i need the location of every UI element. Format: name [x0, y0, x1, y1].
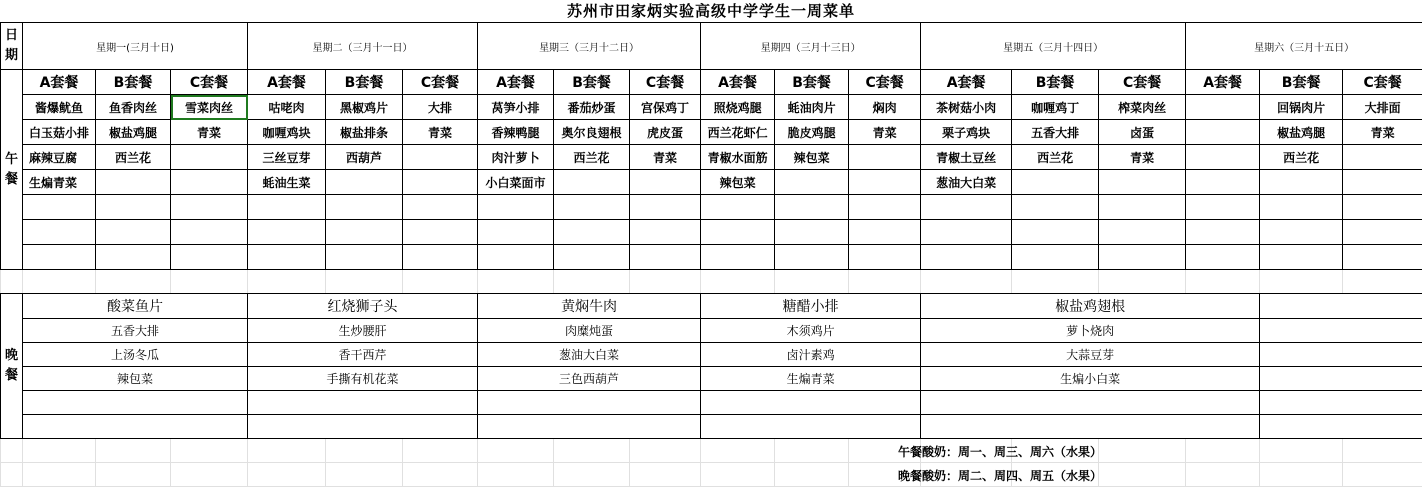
dinner-dish-cell[interactable]: 手撕有机花菜: [248, 367, 478, 391]
lunch-dish-cell[interactable]: 青菜: [849, 120, 921, 145]
empty-cell[interactable]: [248, 195, 326, 220]
package-header: C套餐: [1099, 70, 1186, 95]
empty-cell[interactable]: [403, 195, 478, 220]
table-row: [1, 367, 1422, 391]
empty-cell[interactable]: [23, 245, 96, 270]
gap-cell[interactable]: [96, 270, 171, 294]
lunch-dish-cell[interactable]: 椒盐鸡腿: [96, 120, 171, 145]
empty-cell[interactable]: [775, 195, 849, 220]
gap-cell[interactable]: [478, 270, 554, 294]
lunch-dish-cell[interactable]: 焖肉: [849, 95, 921, 120]
empty-cell[interactable]: [478, 220, 554, 245]
dinner-dish-cell[interactable]: 卤汁素鸡: [701, 343, 921, 367]
dinner-label-char-1: 晚: [4, 348, 18, 363]
lunch-dish-cell[interactable]: 榨菜肉丝: [1099, 95, 1186, 120]
gap-cell[interactable]: [849, 270, 921, 294]
empty-cell[interactable]: [701, 220, 775, 245]
lunch-dish-cell[interactable]: 西兰花虾仁: [701, 120, 775, 145]
empty-cell[interactable]: [1343, 439, 1422, 463]
lunch-dish-cell[interactable]: [1186, 120, 1260, 145]
day-header: 星期五（三月十四日）: [921, 23, 1186, 70]
lunch-dish-cell[interactable]: [171, 170, 248, 195]
package-header: A套餐: [921, 70, 1012, 95]
day-header: 星期一(三月十日): [23, 23, 248, 70]
dinner-dish-cell[interactable]: 黄焖牛肉: [478, 294, 701, 319]
empty-cell[interactable]: [248, 463, 326, 487]
empty-cell[interactable]: [171, 463, 248, 487]
empty-cell[interactable]: [630, 439, 701, 463]
empty-cell[interactable]: [326, 245, 403, 270]
empty-cell[interactable]: [921, 195, 1012, 220]
lunch-dish-cell[interactable]: 青菜: [1343, 120, 1422, 145]
empty-cell[interactable]: [1260, 391, 1422, 415]
lunch-dish-cell[interactable]: 咖喱鸡丁: [1012, 95, 1099, 120]
package-header: B套餐: [1260, 70, 1343, 95]
empty-cell[interactable]: [96, 220, 171, 245]
lunch-dish-cell[interactable]: [1343, 145, 1422, 170]
empty-cell[interactable]: [630, 220, 701, 245]
gap-cell[interactable]: [554, 270, 630, 294]
table-row: [1, 220, 1422, 245]
empty-cell[interactable]: [1186, 195, 1260, 220]
dinner-dish-cell[interactable]: 辣包菜: [23, 367, 248, 391]
empty-cell[interactable]: [701, 245, 775, 270]
empty-cell[interactable]: [96, 463, 171, 487]
empty-cell[interactable]: [554, 245, 630, 270]
table-row: [1, 294, 1422, 319]
empty-cell[interactable]: [1186, 220, 1260, 245]
package-header: B套餐: [326, 70, 403, 95]
lunch-dish-cell[interactable]: 黑椒鸡片: [326, 95, 403, 120]
empty-cell[interactable]: [1260, 439, 1343, 463]
dinner-dish-cell[interactable]: [1260, 294, 1422, 319]
empty-cell[interactable]: [478, 391, 701, 415]
package-header: C套餐: [630, 70, 701, 95]
lunch-label-char-1: 午: [4, 151, 18, 167]
empty-cell[interactable]: [554, 439, 630, 463]
lunch-dish-cell[interactable]: 西兰花: [1012, 145, 1099, 170]
empty-cell[interactable]: [1099, 195, 1186, 220]
dinner-label-char-2: 餐: [4, 368, 18, 383]
empty-cell[interactable]: [478, 439, 554, 463]
empty-cell[interactable]: [23, 195, 96, 220]
empty-cell[interactable]: [701, 415, 921, 439]
gap-cell[interactable]: [630, 270, 701, 294]
empty-cell[interactable]: [171, 245, 248, 270]
lunch-dish-cell[interactable]: [96, 170, 171, 195]
lunch-dish-cell[interactable]: 白玉菇小排: [23, 120, 96, 145]
dinner-dish-cell[interactable]: [1260, 367, 1422, 391]
empty-cell[interactable]: [403, 463, 478, 487]
empty-cell[interactable]: [1012, 245, 1099, 270]
empty-cell[interactable]: [248, 245, 326, 270]
dinner-yogurt-note: 晚餐酸奶：周二、周四、周五（水果）: [898, 469, 1103, 483]
empty-cell[interactable]: [171, 439, 248, 463]
lunch-dish-cell[interactable]: 青菜: [403, 120, 478, 145]
table-row: [1, 415, 1422, 439]
empty-cell[interactable]: [1099, 439, 1186, 463]
gap-cell[interactable]: [248, 270, 326, 294]
lunch-dish-cell[interactable]: [1186, 95, 1260, 120]
empty-cell[interactable]: [403, 245, 478, 270]
gap-cell[interactable]: [1260, 270, 1343, 294]
gap-cell[interactable]: [326, 270, 403, 294]
dinner-dish-cell[interactable]: 红烧狮子头: [248, 294, 478, 319]
lunch-dish-cell[interactable]: 椒盐鸡腿: [1260, 120, 1343, 145]
empty-cell[interactable]: [478, 463, 554, 487]
lunch-dish-cell[interactable]: 西兰花: [554, 145, 630, 170]
lunch-dish-cell[interactable]: 椒盐排条: [326, 120, 403, 145]
package-header: C套餐: [1343, 70, 1422, 95]
table-row: [1, 245, 1422, 270]
gap-cell[interactable]: [1099, 270, 1186, 294]
dinner-dish-cell[interactable]: [1260, 319, 1422, 343]
empty-cell[interactable]: [630, 463, 701, 487]
lunch-dish-cell[interactable]: 照烧鸡腿: [701, 95, 775, 120]
empty-cell[interactable]: [775, 245, 849, 270]
lunch-dish-cell[interactable]: 栗子鸡块: [921, 120, 1012, 145]
lunch-dish-cell[interactable]: 生煸青菜: [23, 170, 96, 195]
table-row: [1, 70, 1422, 95]
lunch-dish-cell[interactable]: 雪菜肉丝: [171, 95, 248, 120]
table-row: [1, 170, 1422, 195]
empty-cell[interactable]: [326, 439, 403, 463]
empty-cell[interactable]: [554, 195, 630, 220]
lunch-dish-cell[interactable]: 五香大排: [1012, 120, 1099, 145]
package-header: C套餐: [849, 70, 921, 95]
dinner-dish-cell[interactable]: 椒盐鸡翅根: [921, 294, 1260, 319]
lunch-label-char-2: 餐: [4, 171, 18, 187]
dinner-dish-cell[interactable]: 生炒腰肝: [248, 319, 478, 343]
package-header: B套餐: [554, 70, 630, 95]
table-row: [1, 195, 1422, 220]
package-header: A套餐: [701, 70, 775, 95]
empty-cell[interactable]: [248, 415, 478, 439]
package-header: B套餐: [96, 70, 171, 95]
lunch-dish-cell[interactable]: 茶树菇小肉: [921, 95, 1012, 120]
dinner-dish-cell[interactable]: 三色西葫芦: [478, 367, 701, 391]
empty-cell[interactable]: [1343, 220, 1422, 245]
empty-cell[interactable]: [96, 195, 171, 220]
lunch-dish-cell[interactable]: 大排面: [1343, 95, 1422, 120]
empty-cell[interactable]: [248, 439, 326, 463]
lunch-dish-cell[interactable]: 回锅肉片: [1260, 95, 1343, 120]
dinner-dish-cell[interactable]: 酸菜鱼片: [23, 294, 248, 319]
lunch-dish-cell[interactable]: 青菜: [630, 145, 701, 170]
lunch-dish-cell[interactable]: 辣包菜: [701, 170, 775, 195]
table-row: [1, 270, 1422, 294]
empty-cell[interactable]: [554, 463, 630, 487]
lunch-dish-cell[interactable]: 蚝油肉片: [775, 95, 849, 120]
lunch-dish-cell[interactable]: 宫保鸡丁: [630, 95, 701, 120]
gap-cell[interactable]: [1, 270, 23, 294]
lunch-dish-cell[interactable]: 西兰花: [1260, 145, 1343, 170]
dinner-dish-cell[interactable]: 上汤冬瓜: [23, 343, 248, 367]
package-header: B套餐: [775, 70, 849, 95]
empty-cell[interactable]: [849, 195, 921, 220]
empty-cell[interactable]: [23, 391, 248, 415]
lunch-dish-cell[interactable]: 青椒水面筋: [701, 145, 775, 170]
table-row: [1, 145, 1422, 170]
empty-cell[interactable]: [23, 463, 96, 487]
dinner-dish-cell[interactable]: 木须鸡片: [701, 319, 921, 343]
date-label-char-1: 日: [4, 28, 18, 43]
lunch-dish-cell[interactable]: [1343, 170, 1422, 195]
lunch-dish-cell[interactable]: [171, 145, 248, 170]
lunch-dish-cell[interactable]: 蚝油生菜: [248, 170, 326, 195]
gap-cell[interactable]: [1186, 270, 1260, 294]
empty-cell[interactable]: [630, 195, 701, 220]
empty-cell[interactable]: [23, 220, 96, 245]
page-title: 苏州市田家炳实验高级中学学生一周菜单: [566, 2, 855, 20]
empty-cell[interactable]: [171, 195, 248, 220]
empty-cell[interactable]: [1260, 463, 1343, 487]
day-header: 星期六（三月十五日）: [1186, 23, 1422, 70]
empty-cell[interactable]: [775, 439, 849, 463]
empty-cell[interactable]: [326, 195, 403, 220]
lunch-dish-cell[interactable]: [849, 145, 921, 170]
gap-cell[interactable]: [921, 270, 1012, 294]
lunch-dish-cell[interactable]: 大排: [403, 95, 478, 120]
empty-cell[interactable]: [403, 439, 478, 463]
empty-cell[interactable]: [554, 220, 630, 245]
empty-cell[interactable]: [630, 245, 701, 270]
lunch-dish-cell[interactable]: 番茄炒蛋: [554, 95, 630, 120]
lunch-dish-cell[interactable]: 辣包菜: [775, 145, 849, 170]
table-row: [1, 463, 1422, 487]
empty-cell[interactable]: [96, 439, 171, 463]
empty-cell[interactable]: [96, 245, 171, 270]
dinner-dish-cell[interactable]: 生煸小白菜: [921, 367, 1260, 391]
empty-cell[interactable]: [1260, 415, 1422, 439]
lunch-dish-cell[interactable]: 咖喱鸡块: [248, 120, 326, 145]
lunch-dish-cell[interactable]: 脆皮鸡腿: [775, 120, 849, 145]
lunch-dish-cell[interactable]: [1186, 145, 1260, 170]
empty-cell[interactable]: [701, 463, 775, 487]
day-header: 星期二（三月十一日）: [248, 23, 478, 70]
lunch-dish-cell[interactable]: [326, 170, 403, 195]
empty-cell[interactable]: [1099, 220, 1186, 245]
dinner-dish-cell[interactable]: 萝卜烧肉: [921, 319, 1260, 343]
lunch-dish-cell[interactable]: 西兰花: [96, 145, 171, 170]
dinner-dish-cell[interactable]: 肉糜炖蛋: [478, 319, 701, 343]
lunch-dish-cell[interactable]: 鱼香肉丝: [96, 95, 171, 120]
package-header: C套餐: [403, 70, 478, 95]
empty-cell[interactable]: [478, 415, 701, 439]
table-row: [1, 391, 1422, 415]
empty-cell[interactable]: [775, 463, 849, 487]
lunch-dish-cell[interactable]: 西葫芦: [326, 145, 403, 170]
package-header: C套餐: [171, 70, 248, 95]
empty-cell[interactable]: [701, 391, 921, 415]
menu-table: [0, 22, 1422, 487]
empty-cell[interactable]: [1186, 439, 1260, 463]
lunch-dish-cell[interactable]: 奥尔良翅根: [554, 120, 630, 145]
lunch-dish-cell[interactable]: 卤蛋: [1099, 120, 1186, 145]
empty-cell[interactable]: [701, 439, 775, 463]
lunch-dish-cell[interactable]: 青菜: [1099, 145, 1186, 170]
dinner-dish-cell[interactable]: 糖醋小排: [701, 294, 921, 319]
package-header: A套餐: [478, 70, 554, 95]
package-header: B套餐: [1012, 70, 1099, 95]
empty-cell[interactable]: [1343, 463, 1422, 487]
empty-cell[interactable]: [171, 220, 248, 245]
empty-cell[interactable]: [326, 463, 403, 487]
empty-cell[interactable]: [1, 439, 23, 463]
empty-cell[interactable]: [1012, 195, 1099, 220]
gap-cell[interactable]: [171, 270, 248, 294]
date-label-char-2: 期: [4, 48, 18, 63]
dinner-label: [1, 294, 23, 439]
lunch-dish-cell[interactable]: 虎皮蛋: [630, 120, 701, 145]
empty-cell[interactable]: [921, 245, 1012, 270]
empty-cell[interactable]: [403, 220, 478, 245]
table-row: [1, 95, 1422, 120]
empty-cell[interactable]: [23, 439, 96, 463]
table-row: [1, 120, 1422, 145]
package-header: A套餐: [23, 70, 96, 95]
empty-cell[interactable]: [921, 391, 1260, 415]
lunch-dish-cell[interactable]: 青菜: [171, 120, 248, 145]
lunch-dish-cell[interactable]: [1186, 170, 1260, 195]
dinner-dish-cell[interactable]: 五香大排: [23, 319, 248, 343]
lunch-dish-cell[interactable]: [403, 170, 478, 195]
empty-cell[interactable]: [23, 415, 248, 439]
lunch-dish-cell[interactable]: 香辣鸭腿: [478, 120, 554, 145]
lunch-dish-cell[interactable]: [775, 170, 849, 195]
empty-cell[interactable]: [248, 220, 326, 245]
empty-cell[interactable]: [849, 220, 921, 245]
empty-cell[interactable]: [478, 195, 554, 220]
empty-cell[interactable]: [849, 245, 921, 270]
lunch-dish-cell[interactable]: 酱爆鱿鱼: [23, 95, 96, 120]
empty-cell[interactable]: [1343, 195, 1422, 220]
lunch-dish-cell[interactable]: [1099, 170, 1186, 195]
gap-cell[interactable]: [1012, 270, 1099, 294]
lunch-dish-cell[interactable]: [1012, 170, 1099, 195]
lunch-dish-cell[interactable]: 莴笋小排: [478, 95, 554, 120]
empty-cell[interactable]: [248, 391, 478, 415]
dinner-dish-cell[interactable]: [1260, 343, 1422, 367]
table-row: [1, 343, 1422, 367]
day-header: 星期四（三月十三日）: [701, 23, 921, 70]
gap-cell[interactable]: [701, 270, 775, 294]
lunch-dish-cell[interactable]: [630, 170, 701, 195]
empty-cell[interactable]: [478, 245, 554, 270]
package-header: A套餐: [248, 70, 326, 95]
lunch-dish-cell[interactable]: 麻辣豆腐: [23, 145, 96, 170]
dinner-dish-cell[interactable]: 生煸青菜: [701, 367, 921, 391]
dinner-dish-cell[interactable]: 葱油大白菜: [478, 343, 701, 367]
empty-cell[interactable]: [1186, 245, 1260, 270]
gap-cell[interactable]: [1343, 270, 1422, 294]
dinner-dish-cell[interactable]: 大蒜豆芽: [921, 343, 1260, 367]
empty-cell[interactable]: [1260, 245, 1343, 270]
empty-cell[interactable]: [1186, 463, 1260, 487]
package-header: A套餐: [1186, 70, 1260, 95]
lunch-dish-cell[interactable]: [403, 145, 478, 170]
gap-cell[interactable]: [775, 270, 849, 294]
empty-cell[interactable]: [921, 220, 1012, 245]
empty-cell[interactable]: [326, 220, 403, 245]
lunch-dish-cell[interactable]: 咕咾肉: [248, 95, 326, 120]
empty-cell[interactable]: [1260, 195, 1343, 220]
empty-cell[interactable]: [775, 220, 849, 245]
empty-cell[interactable]: [1260, 220, 1343, 245]
dinner-dish-cell[interactable]: 香干西芹: [248, 343, 478, 367]
lunch-dish-cell[interactable]: [849, 170, 921, 195]
lunch-dish-cell[interactable]: 葱油大白菜: [921, 170, 1012, 195]
empty-cell[interactable]: [1, 463, 23, 487]
lunch-dish-cell[interactable]: [554, 170, 630, 195]
lunch-yogurt-note: 午餐酸奶：周一、周三、周六（水果）: [898, 445, 1103, 459]
empty-cell[interactable]: [1099, 245, 1186, 270]
day-header: 星期三（三月十二日）: [478, 23, 701, 70]
empty-cell[interactable]: [701, 195, 775, 220]
gap-cell[interactable]: [23, 270, 96, 294]
table-row: [1, 23, 1422, 70]
empty-cell[interactable]: [1099, 463, 1186, 487]
lunch-dish-cell[interactable]: 小白菜面市: [478, 170, 554, 195]
lunch-dish-cell[interactable]: 青椒土豆丝: [921, 145, 1012, 170]
lunch-dish-cell[interactable]: 肉汁萝卜: [478, 145, 554, 170]
empty-cell[interactable]: [921, 415, 1260, 439]
empty-cell[interactable]: [1343, 245, 1422, 270]
empty-cell[interactable]: [1012, 220, 1099, 245]
gap-cell[interactable]: [403, 270, 478, 294]
table-row: [1, 439, 1422, 463]
lunch-dish-cell[interactable]: 三丝豆芽: [248, 145, 326, 170]
lunch-dish-cell[interactable]: [1260, 170, 1343, 195]
lunch-label: [1, 70, 23, 270]
date-label: [1, 23, 23, 70]
table-row: [1, 319, 1422, 343]
